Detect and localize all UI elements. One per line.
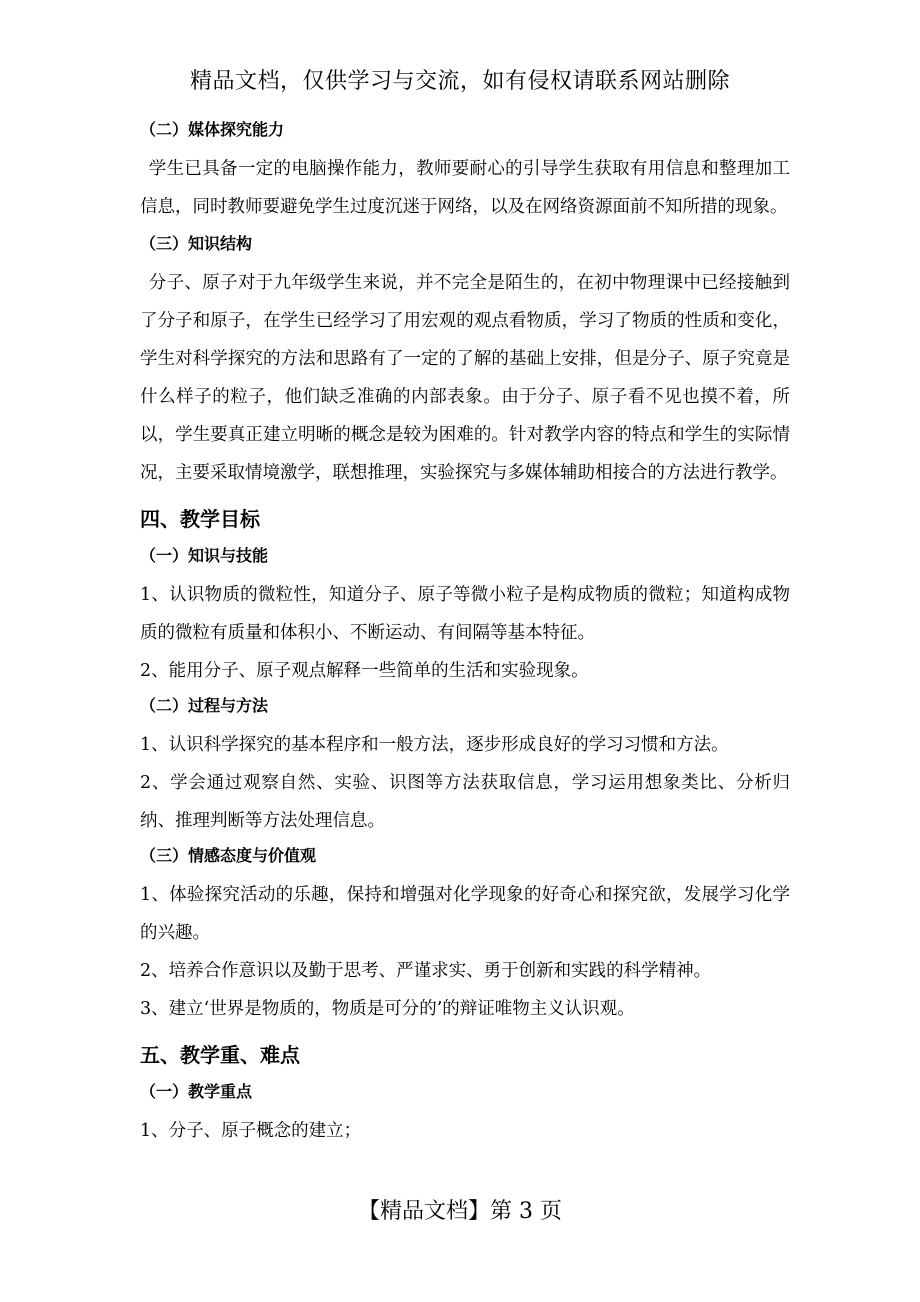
list-item: 1、认识物质的微粒性，知道分子、原子等微小粒子是构成物质的微粒；知道构成物质的微粒有质量和体积小、不断运动、有间隔等基本特征。 xyxy=(140,585,790,643)
document-body xyxy=(140,114,790,1150)
list-item: 1、分子、原子概念的建立； xyxy=(140,1121,362,1141)
list-item: 1、体验探究活动的乐趣，保持和增强对化学现象的好奇心和探究欲，发展学习化学的兴趣。 xyxy=(140,885,790,943)
section-heading-teaching-goals: 四、教学目标 xyxy=(140,507,260,531)
page-footer: 【精品文档】第 3 页 xyxy=(358,1199,562,1224)
subheading-process-methods: （二）过程与方法 xyxy=(140,696,269,715)
section-heading-key-difficult-points: 五、教学重、难点 xyxy=(140,1043,300,1067)
list-item: 2、学会通过观察自然、实验、识图等方法获取信息，学习运用想象类比、分析归纳、推理判断等方法处理信息。 xyxy=(140,773,790,831)
subheading-key-points: （一）教学重点 xyxy=(140,1082,253,1101)
subheading-media-inquiry: （二）媒体探究能力 xyxy=(140,120,285,139)
list-item: 3、建立‘世界是物质的，物质是可分的’的辩证唯物主义认识观。 xyxy=(140,999,635,1019)
list-item: 2、能用分子、原子观点解释一些简单的生活和实验现象。 xyxy=(140,661,589,681)
list-item: 2、培养合作意识以及勤于思考、严谨求实、勇于创新和实践的科学精神。 xyxy=(140,961,712,981)
subheading-knowledge-structure: （三）知识结构 xyxy=(140,234,253,253)
list-item: 1、认识科学探究的基本程序和一般方法，逐步形成良好的学习习惯和方法。 xyxy=(140,735,729,755)
subheading-knowledge-skills: （一）知识与技能 xyxy=(140,546,269,565)
page-header: 精品文档，仅供学习与交流，如有侵权请联系网站删除 xyxy=(189,69,730,94)
subheading-emotion-values: （三）情感态度与价值观 xyxy=(140,846,317,865)
paragraph-knowledge-structure: 分子、原子对于九年级学生来说，并不完全是陌生的，在初中物理课中已经接触到了分子和原子，在学生已经学习了用宏观的观点看物质，学习了物质的性质和变化，学生对科学探究的方法和思路有了一定的了解的基础上安排，但是分子、原子究竟是什么样子的粒子，他们缺乏准确的内部表象。由于分子、原子看不见也摸不着，所以，学生要真正建立明晰的概念是较为困难的。针对教学内容的特点和学生的实际情况，主要采取情境激学，联想推理，实验探究与多媒体辅助相接合的方法进行教学。 xyxy=(140,273,790,483)
paragraph-media-inquiry: 学生已具备一定的电脑操作能力，教师要耐心的引导学生获取有用信息和整理加工信息，同时教师要避免学生过度沉迷于网络，以及在网络资源面前不知所措的现象。 xyxy=(140,159,790,217)
